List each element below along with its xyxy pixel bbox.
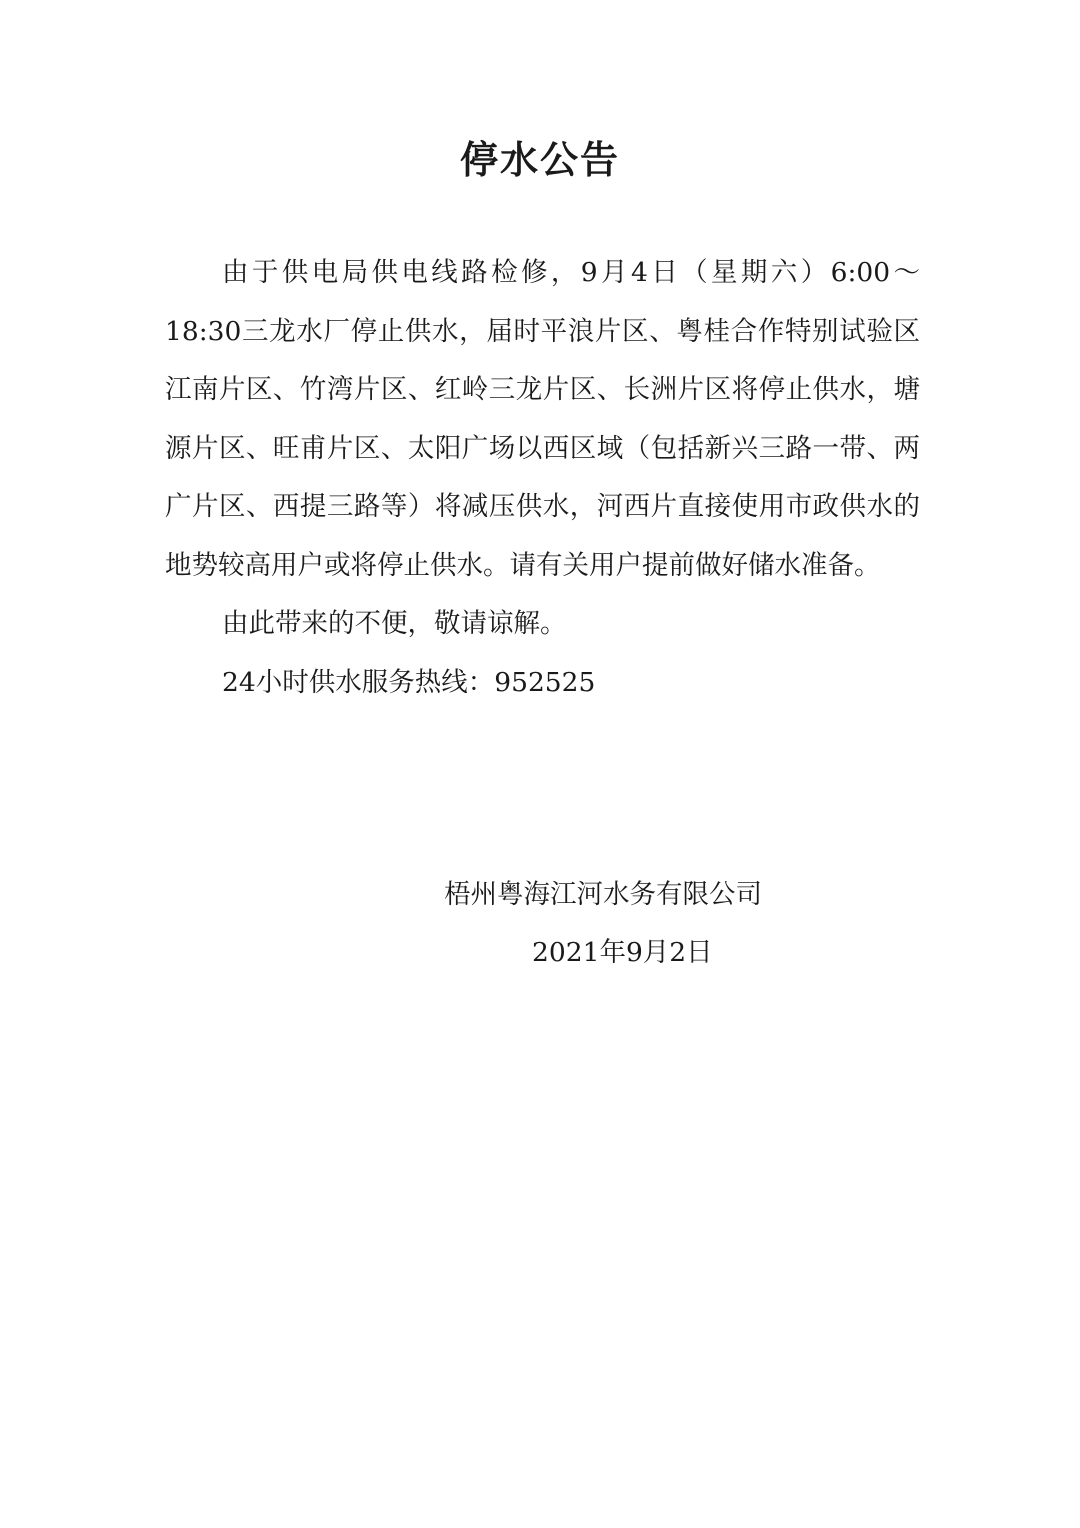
notice-main-paragraph: 由于供电局供电线路检修，9月4日（星期六）6:00～18:30三龙水厂停止供水，届时平浪片区、粤桂合作特别试验区江南片区、竹湾片区、红岭三龙片区、长洲片区将停止供水，塘源片区、旺甫片区、太阳广场以西区域（包括新兴三路一带、两广片区、西提三路等）将减压供水，河西片直接使用市政供水的地势较高用户或将停止供水。请有关用户提前做好储水准备。 [165, 257, 920, 581]
notice-body [165, 244, 920, 712]
signature-company: 梧州粤海江河水务有限公司 [444, 879, 762, 910]
notice-title: 停水公告 [459, 138, 620, 182]
notice-hotline-paragraph: 24小时供水服务热线：952525 [222, 666, 596, 698]
signature-date: 2021年9月2日 [532, 937, 713, 968]
notice-apology-paragraph: 由此带来的不便，敬请谅解。 [222, 608, 567, 639]
